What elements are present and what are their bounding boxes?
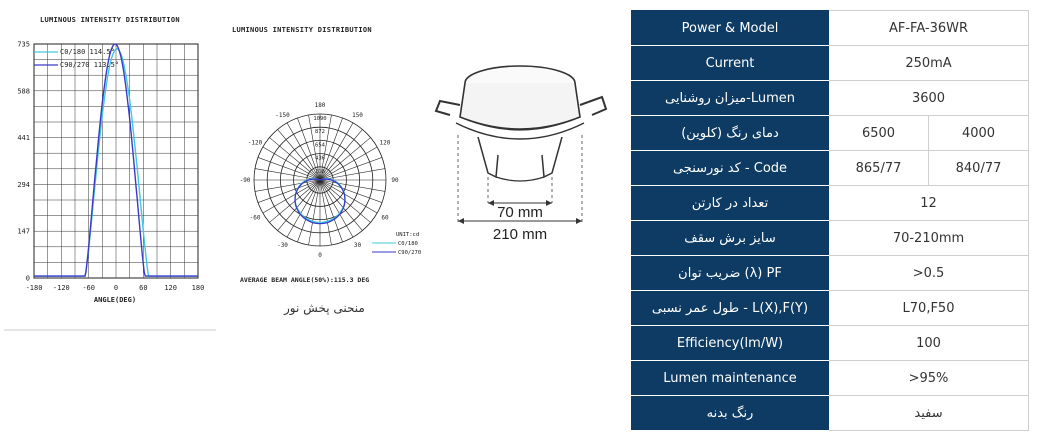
- spec-value: 12: [829, 186, 1029, 221]
- spec-row: [632, 46, 1029, 81]
- y-tick-label: 441: [17, 134, 30, 143]
- spec-label: سایز برش سقف: [632, 221, 829, 256]
- polar-chart-title: LUMINOUS INTENSITY DISTRIBUTION: [232, 26, 372, 34]
- polar-caption: منحنی پخش نور: [284, 301, 365, 315]
- x-tick-label: 60: [139, 284, 148, 292]
- x-tick-label: 0: [113, 284, 119, 292]
- spec-label: ضریب توان (λ) PF: [632, 256, 829, 291]
- polar-angle-label: -120: [247, 139, 263, 147]
- polar-angle-label: 150: [352, 112, 363, 120]
- spec-label: تعداد در کارتن: [632, 186, 829, 221]
- dimension-210mm: 210 mm: [492, 226, 548, 243]
- dimension-70mm: 70 mm: [497, 204, 543, 221]
- polar-angle-label: -90: [239, 177, 251, 184]
- spec-value: 100: [829, 326, 1029, 361]
- x-tick-label: -120: [52, 284, 70, 292]
- polar-angle-label: 90: [391, 177, 399, 184]
- spec-row: [632, 11, 1029, 46]
- polar-radial-label: 872: [315, 129, 325, 136]
- polar-angle-label: -150: [275, 112, 290, 120]
- legend-c0-180: C0/180 114.5°: [60, 48, 115, 56]
- linear-chart-x-ticks: [26, 284, 205, 292]
- polar-radial-label: 1090: [313, 116, 327, 122]
- spec-row: [632, 396, 1029, 431]
- polar-angle-label: -60: [249, 214, 261, 222]
- x-tick-label: -180: [25, 284, 43, 292]
- polar-intensity-chart: [220, 70, 430, 295]
- polar-angle-label: -30: [277, 241, 288, 249]
- spec-label: کد نورسنجی - Code: [632, 151, 829, 186]
- beam-angle-note: AVERAGE BEAM ANGLE(50%):115.3 DEG: [240, 276, 370, 284]
- spec-row: [632, 81, 1029, 116]
- spec-label: Current: [632, 46, 829, 81]
- polar-angle-label: 60: [381, 214, 389, 222]
- y-tick-label: 147: [17, 227, 30, 236]
- spec-value: >0.5: [829, 256, 1029, 291]
- spec-row: [632, 291, 1029, 326]
- spec-label: طول عمر نسبی - L(X),F(Y): [632, 291, 829, 326]
- polar-radial-label: 436: [315, 155, 325, 162]
- polar-angle-label: 30: [353, 241, 362, 249]
- downlight-dimension-drawing: [430, 45, 625, 250]
- polar-legend-c0: C0/180: [398, 241, 418, 247]
- spec-row: [632, 256, 1029, 291]
- polar-angle-label: 120: [379, 139, 391, 147]
- spec-value: 70-210mm: [829, 221, 1029, 256]
- y-tick-label: 588: [17, 87, 30, 96]
- spec-value: سفید: [829, 396, 1029, 431]
- spec-row: [632, 361, 1029, 396]
- spec-table: [631, 10, 1029, 431]
- spec-row: [632, 221, 1029, 256]
- y-tick-label: 735: [17, 40, 30, 49]
- linear-chart-title: LUMINOUS INTENSITY DISTRIBUTION: [40, 16, 180, 24]
- polar-radial-label: 654: [315, 142, 325, 149]
- spec-label: Lumen maintenance: [632, 361, 829, 396]
- linear-chart-xlabel: ANGLE(DEG): [93, 296, 137, 304]
- polar-angle-label: 0: [318, 252, 322, 259]
- x-tick-label: 180: [191, 284, 205, 292]
- y-tick-label: 294: [17, 180, 30, 189]
- spec-value: 4000: [929, 116, 1029, 151]
- legend-c90-270: C90/270 113.5°: [60, 61, 120, 69]
- polar-angle-label: 180: [314, 102, 326, 109]
- x-tick-label: 120: [164, 284, 177, 292]
- spec-value: 865/77: [829, 151, 929, 186]
- linear-intensity-chart: [0, 0, 220, 340]
- polar-unit: UNIT:cd: [396, 232, 420, 238]
- spec-row: [632, 186, 1029, 221]
- polar-radial-label: 218: [315, 168, 325, 175]
- spec-value: 250mA: [829, 46, 1029, 81]
- spec-label: Efficiency(lm/W): [632, 326, 829, 361]
- spec-value: L70,F50: [829, 291, 1029, 326]
- spec-label: دمای رنگ (کلوین): [632, 116, 829, 151]
- y-tick-label: 0: [25, 274, 30, 283]
- spec-value: 6500: [829, 116, 929, 151]
- spec-value: 3600: [829, 81, 1029, 116]
- x-tick-label: -60: [82, 284, 95, 292]
- linear-chart-y-ticks: [17, 41, 30, 283]
- spec-value: >95%: [829, 361, 1029, 396]
- spec-value: 840/77: [929, 151, 1029, 186]
- spec-label: Power & Model: [632, 11, 829, 46]
- linear-chart-legend: [34, 48, 119, 69]
- linear-chart-grid: [34, 44, 198, 278]
- spec-row: [632, 151, 1029, 186]
- spec-row: [632, 326, 1029, 361]
- spec-value: AF-FA-36WR: [829, 11, 1029, 46]
- spec-label: رنگ بدنه: [632, 396, 829, 431]
- spec-label: میزان روشنایی-Lumen: [632, 81, 829, 116]
- polar-legend-c90: C90/270: [398, 250, 422, 256]
- spec-row: [632, 116, 1029, 151]
